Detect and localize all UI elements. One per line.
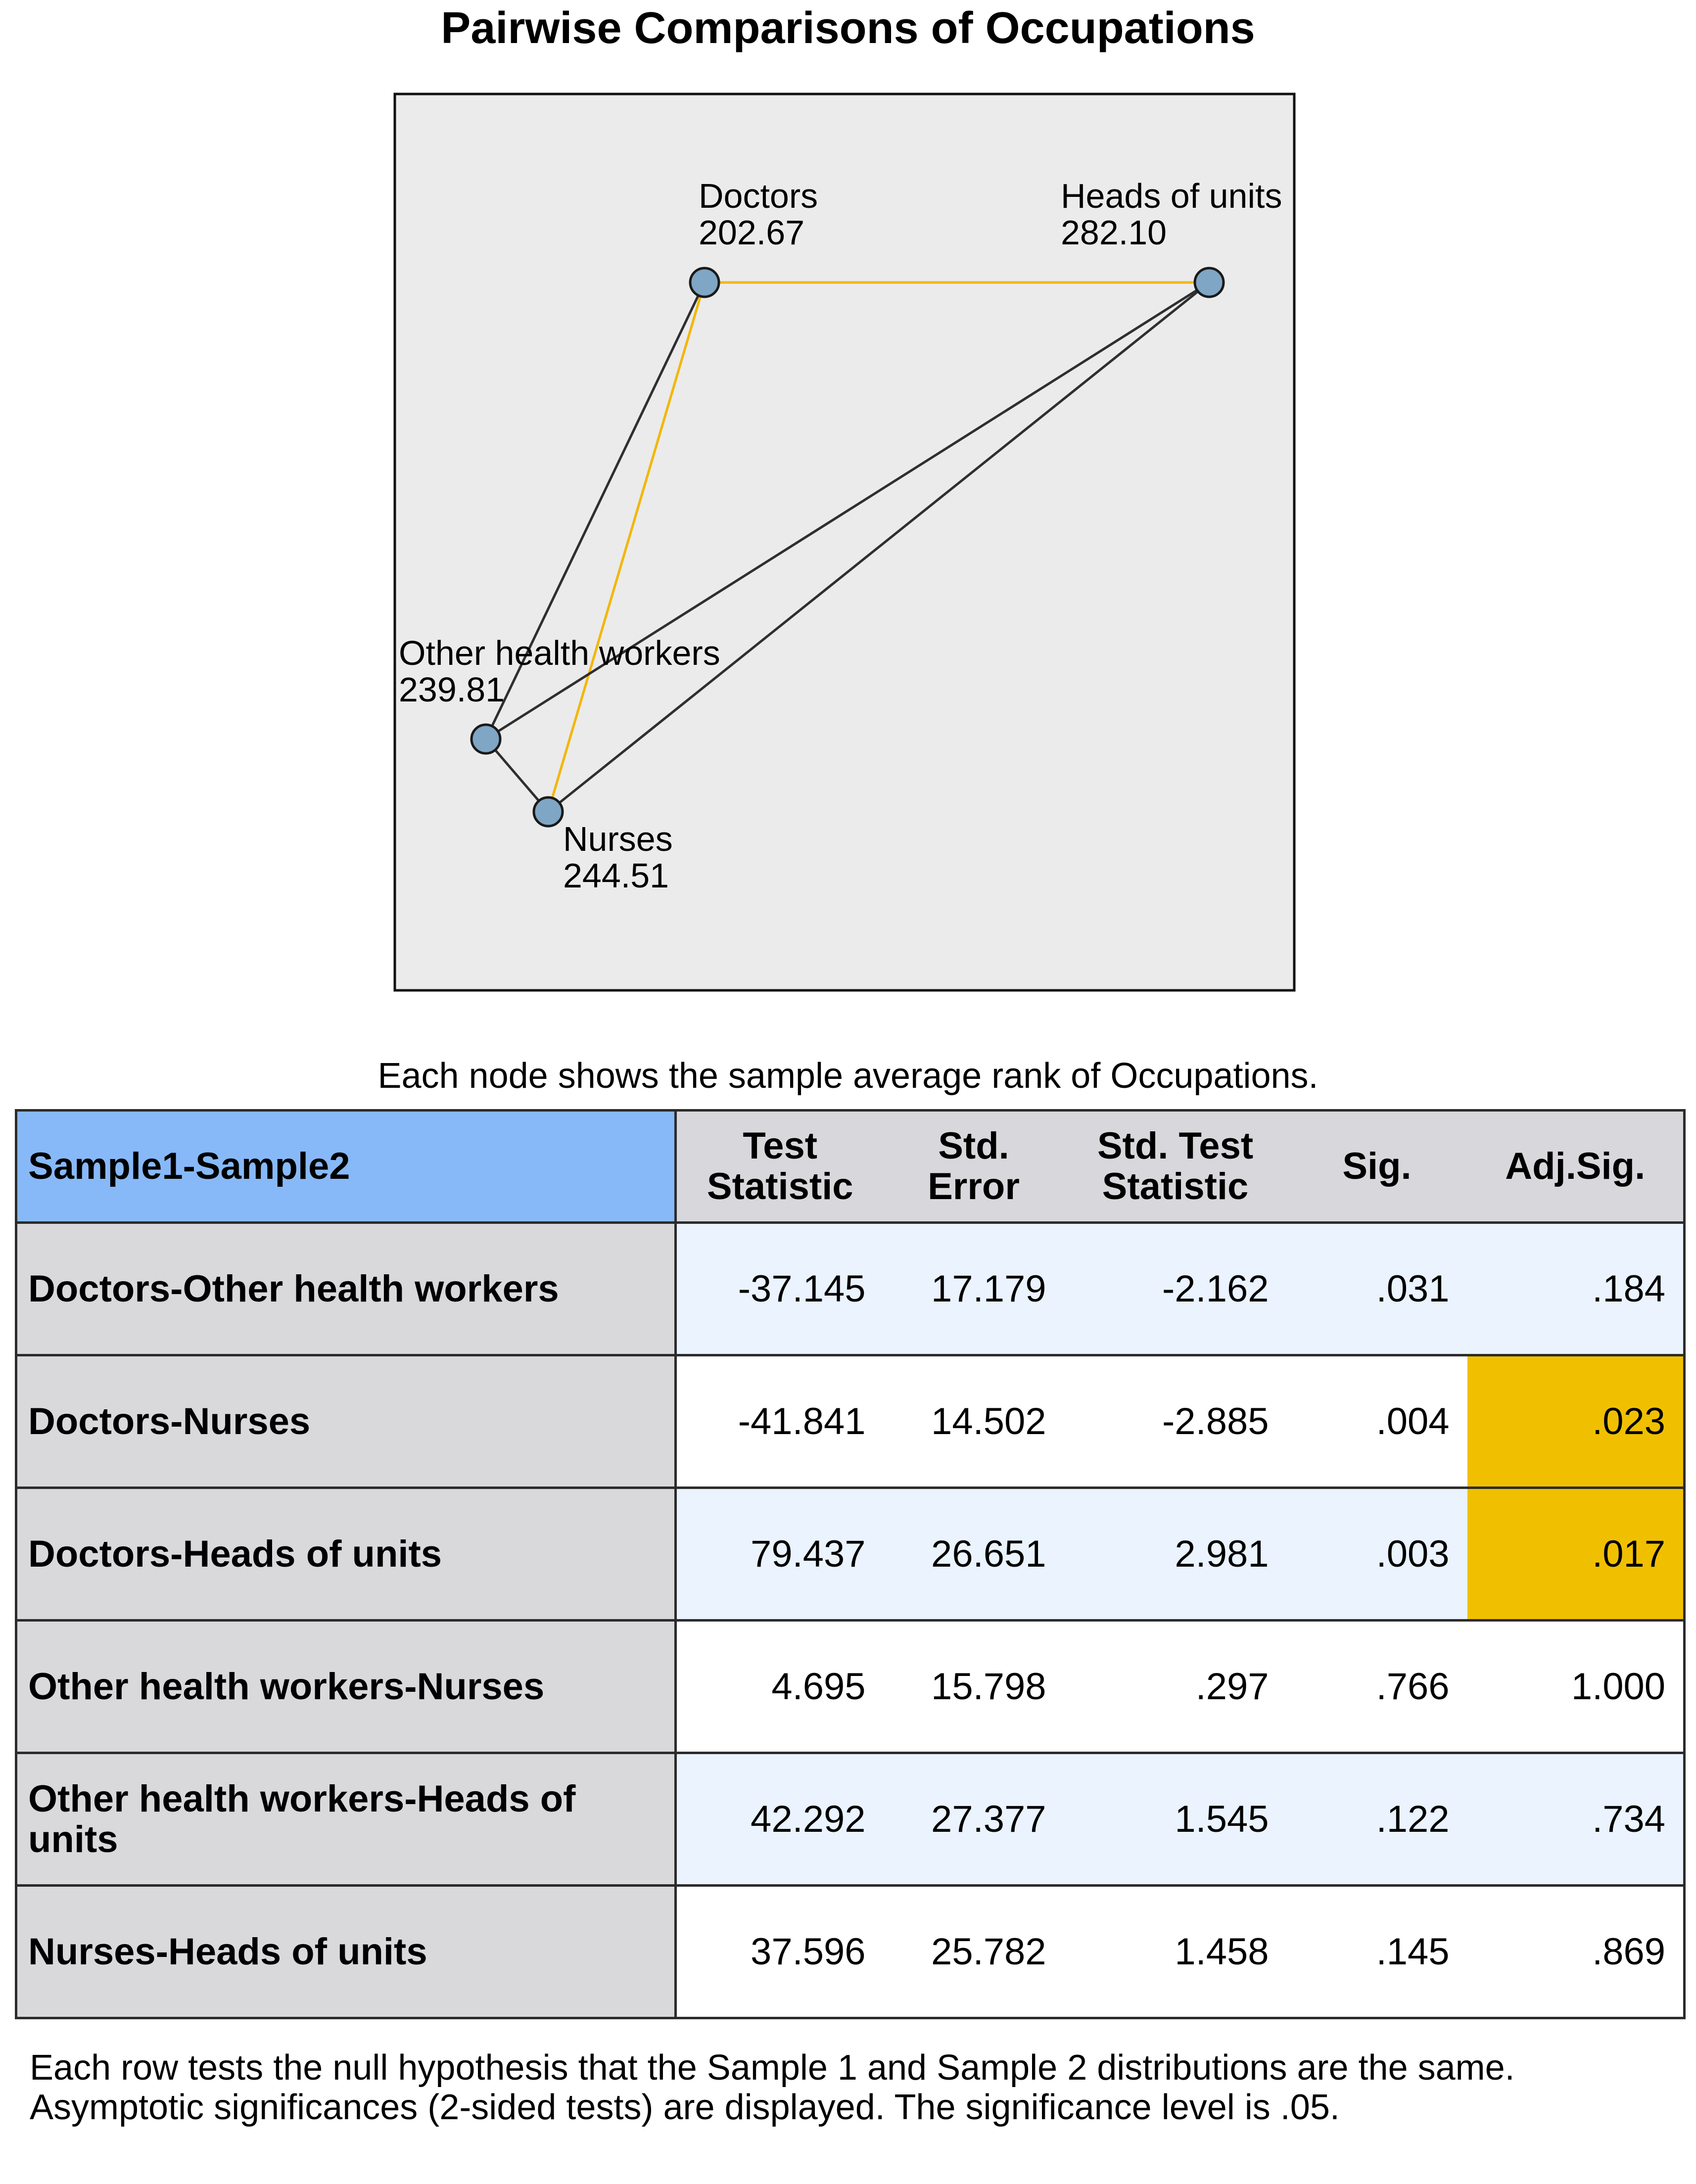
node-nurses-value: 244.51 — [563, 856, 669, 895]
row-pair-label: Other health workers-Heads of units — [16, 1753, 676, 1886]
footnote-null-hypothesis: Each row tests the null hypothesis that the Sample 1 and Sample 2 distributions are the same. — [30, 2048, 1515, 2088]
cell-std-test-statistic: -2.885 — [1064, 1355, 1287, 1488]
row-pair-label: Doctors-Heads of units — [16, 1488, 676, 1621]
node-doctors-value: 202.67 — [699, 213, 805, 252]
cell-test-statistic: 37.596 — [676, 1886, 884, 2018]
row-pair-label: Nurses-Heads of units — [16, 1886, 676, 2018]
node-doctors-name: Doctors — [699, 177, 818, 215]
diagram-title: Pairwise Comparisons of Occupations — [441, 3, 1255, 53]
header-std-test-statistic — [1064, 1111, 1287, 1223]
header-std-test-statistic-line2: Statistic — [1102, 1165, 1249, 1208]
header-std-error-line1: Std. — [938, 1125, 1009, 1167]
pairwise-results-table — [15, 1109, 1686, 2019]
cell-test-statistic: -41.841 — [676, 1355, 884, 1488]
cell-std-test-statistic: 1.545 — [1064, 1753, 1287, 1886]
diagram-caption: Each node shows the sample average rank of Occupations. — [377, 1056, 1319, 1096]
footnotes — [30, 2048, 1662, 2127]
cell-test-statistic: 4.695 — [676, 1621, 884, 1753]
node-other-name: Other health workers — [399, 634, 720, 672]
cell-std-error: 15.798 — [884, 1621, 1064, 1753]
cell-std-test-statistic: -2.162 — [1064, 1223, 1287, 1355]
header-adj-sig: Adj.Sig. — [1467, 1111, 1685, 1223]
header-std-test-statistic-line1: Std. Test — [1097, 1125, 1254, 1167]
row-pair-label: Doctors-Nurses — [16, 1355, 676, 1488]
cell-sig: .004 — [1287, 1355, 1467, 1488]
node-nurses — [534, 797, 563, 826]
cell-adj-sig: .023 — [1467, 1355, 1685, 1488]
header-test-statistic-line1: Test — [743, 1125, 818, 1167]
pairwise-graph — [0, 0, 1696, 1049]
table-row — [16, 1223, 1685, 1355]
node-heads — [1195, 268, 1224, 297]
node-doctors — [690, 268, 719, 297]
cell-std-error: 17.179 — [884, 1223, 1064, 1355]
cell-sig: .003 — [1287, 1488, 1467, 1621]
cell-std-test-statistic: 2.981 — [1064, 1488, 1287, 1621]
cell-std-error: 27.377 — [884, 1753, 1064, 1886]
header-test-statistic-line2: Statistic — [707, 1165, 853, 1208]
cell-adj-sig: .869 — [1467, 1886, 1685, 2018]
cell-std-error: 26.651 — [884, 1488, 1064, 1621]
header-std-error — [884, 1111, 1064, 1223]
cell-adj-sig: .184 — [1467, 1223, 1685, 1355]
cell-sig: .766 — [1287, 1621, 1467, 1753]
cell-sig: .031 — [1287, 1223, 1467, 1355]
cell-test-statistic: 42.292 — [676, 1753, 884, 1886]
node-heads-value: 282.10 — [1061, 213, 1167, 252]
table-row — [16, 1488, 1685, 1621]
header-test-statistic — [676, 1111, 884, 1223]
cell-std-test-statistic: .297 — [1064, 1621, 1287, 1753]
cell-std-error: 25.782 — [884, 1886, 1064, 2018]
cell-test-statistic: -37.145 — [676, 1223, 884, 1355]
node-other-value: 239.81 — [399, 670, 505, 709]
cell-adj-sig: .734 — [1467, 1753, 1685, 1886]
row-pair-label: Other health workers-Nurses — [16, 1621, 676, 1753]
header-std-error-line2: Error — [928, 1165, 1020, 1208]
node-heads-name: Heads of units — [1061, 177, 1282, 215]
table-row — [16, 1886, 1685, 2018]
node-other — [471, 725, 500, 753]
cell-adj-sig: 1.000 — [1467, 1621, 1685, 1753]
cell-sig: .122 — [1287, 1753, 1467, 1886]
header-pair: Sample1-Sample2 — [16, 1111, 676, 1223]
table-row — [16, 1355, 1685, 1488]
header-sig: Sig. — [1287, 1111, 1467, 1223]
table-row — [16, 1621, 1685, 1753]
node-nurses-name: Nurses — [563, 820, 673, 858]
table-header-row — [16, 1111, 1685, 1223]
row-pair-label: Doctors-Other health workers — [16, 1223, 676, 1355]
table-row — [16, 1753, 1685, 1886]
cell-std-error: 14.502 — [884, 1355, 1064, 1488]
cell-test-statistic: 79.437 — [676, 1488, 884, 1621]
cell-sig: .145 — [1287, 1886, 1467, 2018]
cell-std-test-statistic: 1.458 — [1064, 1886, 1287, 2018]
cell-adj-sig: .017 — [1467, 1488, 1685, 1621]
footnote-significance: Asymptotic significances (2-sided tests) are displayed. The significance level is .05. — [30, 2088, 1340, 2127]
